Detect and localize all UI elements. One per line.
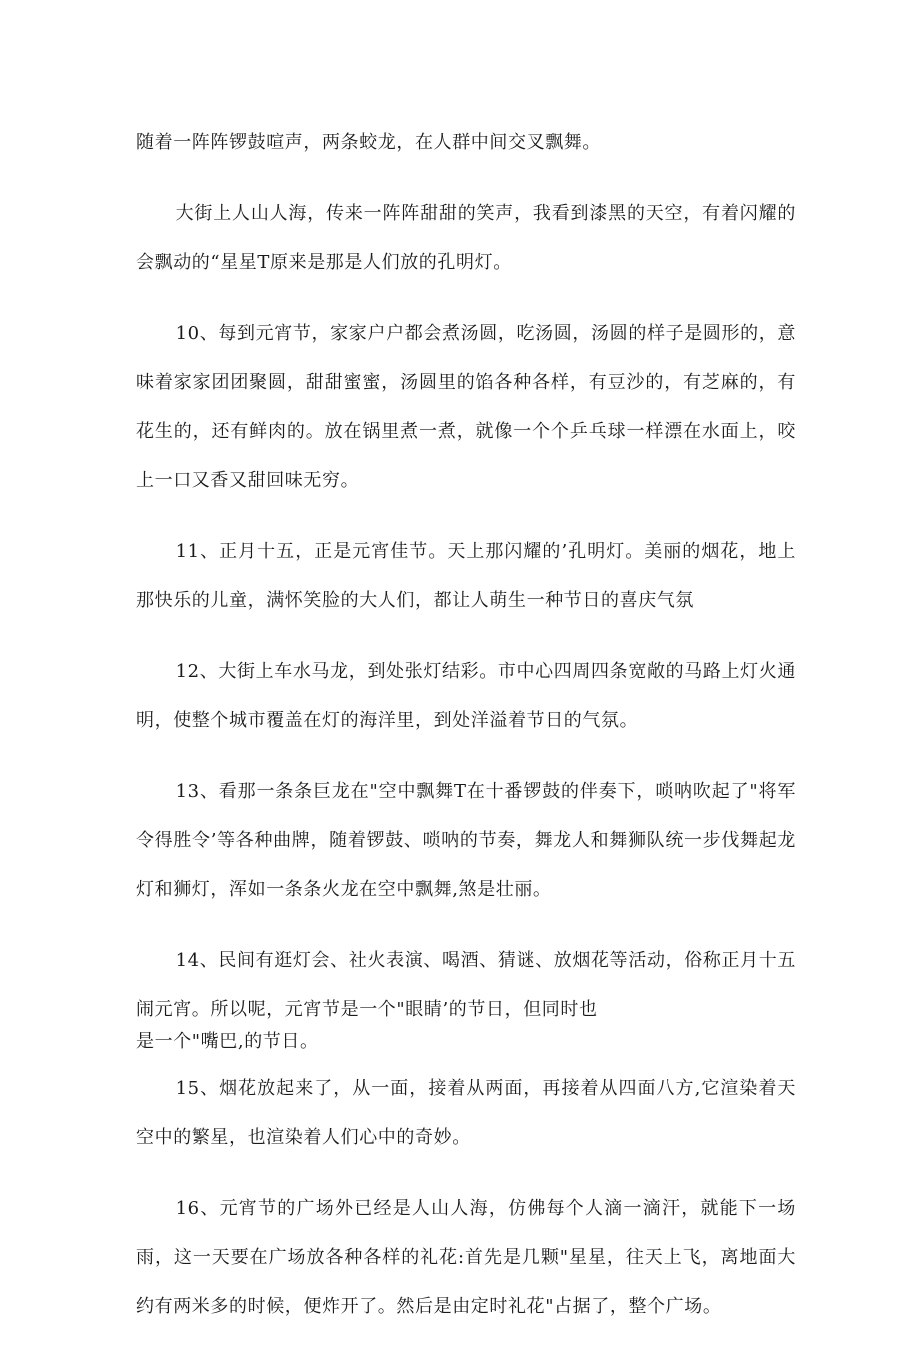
paragraph-11: 11、正月十五，正是元宵佳节。天上那闪耀的’孔明灯。美丽的烟花，地上那快乐的儿童，满怀笑脸的大人们，都让人萌生一种节日的喜庆气氛 bbox=[136, 541, 796, 611]
paragraph-16: 16、元宵节的广场外已经是人山人海，仿佛每个人滴一滴汗，就能下一场雨，这一天要在广场放各种各样的礼花:首先是几颗"星星，往天上飞，离地面大约有两米多的时候，便炸开了。然后是由定时礼花"占据了，整个广场。 bbox=[136, 1198, 796, 1317]
paragraph-14 bbox=[136, 936, 796, 1056]
paragraph-14-main: 14、民间有逛灯会、社火表演、喝酒、猜谜、放烟花等活动，俗称正月十五闹元宵。所以呢，元宵节是一个"眼睛’的节日，但同时也 bbox=[136, 950, 796, 1020]
paragraph-12: 12、大街上车水马龙，到处张灯结彩。市中心四周四条宽敞的马路上灯火通明，使整个城市覆盖在灯的海洋里，到处洋溢着节日的气氛。 bbox=[136, 661, 796, 731]
paragraph-lanterns: 大街上人山人海，传来一阵阵甜甜的笑声，我看到漆黑的天空，有着闪耀的会飘动的“星星T原来是那是人们放的孔明灯。 bbox=[136, 203, 796, 273]
paragraph-dragon-dance: 随着一阵阵锣鼓喧声，两条蛟龙，在人群中间交叉飘舞。 bbox=[136, 132, 601, 153]
paragraph-15: 15、烟花放起来了，从一面，接着从两面，再接着从四面八方,它渲染着天空中的繁星，也渲染着人们心中的奇妙。 bbox=[136, 1078, 796, 1148]
paragraph-10: 10、每到元宵节，家家户户都会煮汤圆，吃汤圆，汤圆的样子是圆形的，意味着家家团团聚圆，甜甜蜜蜜，汤圆里的馅各种各样，有豆沙的，有芝麻的，有花生的，还有鲜肉的。放在锅里煮一煮，就像一个个乒乓球一样漂在水面上，咬上一口又香又甜回味无穷。 bbox=[136, 323, 796, 491]
paragraph-13: 13、看那一条条巨龙在"空中飘舞T在十番锣鼓的伴奏下，唢呐吹起了"将军令得胜令’等各种曲牌，随着锣鼓、唢呐的节奏，舞龙人和舞狮队统一步伐舞起龙灯和狮灯，浑如一条条火龙在空中飘舞,煞是壮丽。 bbox=[136, 781, 796, 900]
paragraph-14-tail: 是一个"嘴巴,的节日。 bbox=[136, 1031, 319, 1052]
document-body bbox=[136, 118, 796, 1353]
